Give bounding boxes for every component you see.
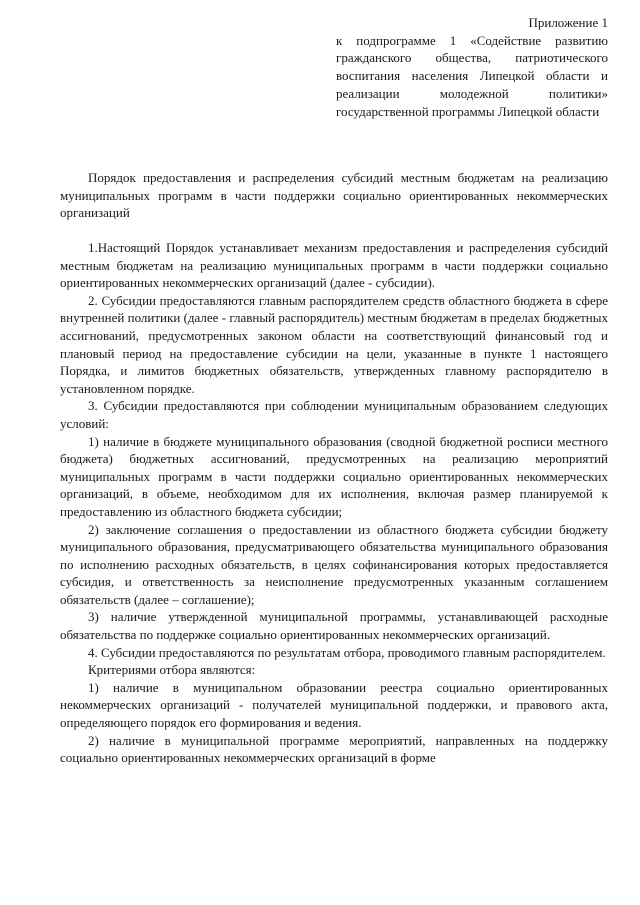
- paragraph: 3) наличие утвержденной муниципальной программы, устанавливающей расходные обязательства по поддержке социально ориентированных некоммерческих организаций.: [60, 609, 608, 643]
- paragraph: 1) наличие в бюджете муниципального образования (сводной бюджетной росписи местного бюджета) бюджетных ассигнований, предусмотренных на реализацию мероприятий муниципальных программ в части поддержки социально ориентированных некоммерческих организаций, в объеме, необходимом для их исполнения, включая размер планируемой к предоставлению из областного бюджета субсидии;: [60, 433, 608, 519]
- paragraph: Критериями отбора являются:: [88, 662, 256, 678]
- appendix-label: Приложение 1: [528, 15, 608, 30]
- paragraph: 3. Субсидии предоставляются при соблюдении муниципальным образованием следующих условий:: [60, 398, 608, 431]
- paragraph: 2. Субсидии предоставляются главным распорядителем средств областного бюджета в сфере внутренней политики (далее - главный распорядитель) местным бюджетам в пределах бюджетных ассигнований, предусмотренных законом области на соответствующий финансовый год и плановый период на предоставление субсидии на цели, указанные в пункте 1 настоящего Порядка, и лимитов бюджетных обязательств, утвержденных главному распорядителю в установленном порядке.: [60, 292, 608, 396]
- paragraph: 4. Субсидии предоставляются по результатам отбора, проводимого главным распорядителем.: [88, 644, 606, 660]
- appendix-header: [336, 14, 608, 120]
- document-title: Порядок предоставления и распределения субсидий местным бюджетам на реализацию муниципальных программ в части поддержки социально ориентированных некоммерческих организаций: [60, 170, 608, 221]
- paragraph: 1) наличие в муниципальном образовании реестра социально ориентированных некоммерческих организаций - получателей муниципальной поддержки, и правового акта, определяющего порядок его формирования и ведения.: [60, 679, 608, 731]
- paragraph: 1.Настоящий Порядок устанавливает механизм предоставления и распределения субсидий местным бюджетам на реализацию муниципальных программ в части поддержки социально ориентированных некоммерческих организаций (далее - субсидии).: [60, 240, 608, 291]
- paragraph: 2) наличие в муниципальной программе мероприятий, направленных на поддержку социально ориентированных некоммерческих организаций в форме: [60, 732, 608, 766]
- paragraph: 2) заключение соглашения о предоставлении из областного бюджета субсидии бюджету муниципального образования, предусматривающего обязательства муниципального образования по исполнению расходных обязательств, в целях софинансирования которых предоставляется субсидия, и ответственность за неисполнение предусмотренных указанным соглашением обязательств (далее – соглашение);: [60, 521, 608, 607]
- document-body: [60, 239, 608, 767]
- appendix-text: к подпрограмме 1 «Содействие развитию гражданского общества, патриотического воспитания населения Липецкой области и реализации молодежной политики» государственной программы Липецкой области: [336, 32, 608, 119]
